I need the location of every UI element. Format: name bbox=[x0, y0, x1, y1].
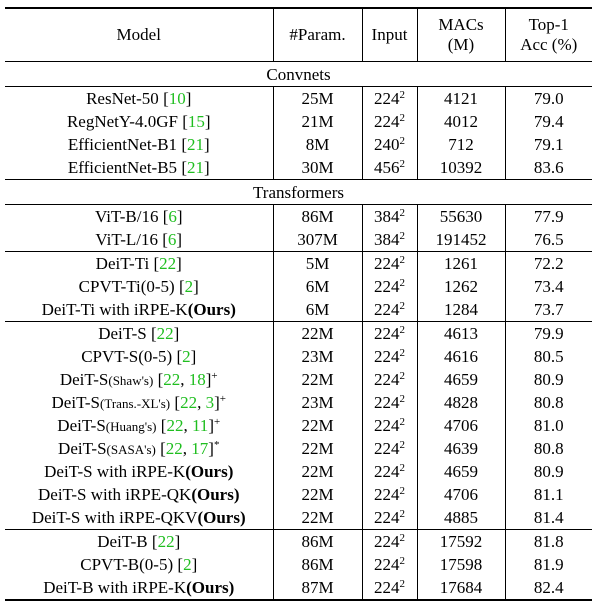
macs-cell: 1284 bbox=[417, 298, 505, 322]
ours-label: (Ours) bbox=[187, 300, 236, 319]
citation-link[interactable]: 22 bbox=[157, 532, 175, 551]
model-name: ResNet-50 bbox=[86, 89, 164, 108]
model-variant: (SASA's) bbox=[106, 442, 156, 457]
input-exponent: 2 bbox=[399, 277, 405, 289]
model-cell: ViT-B/16 [6] bbox=[5, 205, 273, 229]
table-row bbox=[5, 133, 592, 156]
input-cell bbox=[362, 298, 417, 322]
macs-cell: 55630 bbox=[417, 205, 505, 229]
model-name: RegNetY-4.0GF bbox=[66, 112, 183, 131]
citation-link[interactable]: 11 bbox=[191, 416, 209, 435]
footnote-mark: + bbox=[219, 393, 226, 405]
acc-cell: 81.4 bbox=[533, 508, 564, 527]
input-exponent: 2 bbox=[399, 393, 405, 405]
input-resolution: 224 bbox=[374, 578, 400, 597]
input-cell bbox=[362, 391, 417, 414]
input-exponent: 2 bbox=[399, 578, 405, 590]
citation-link[interactable]: 18 bbox=[188, 370, 206, 389]
params-cell: 86M bbox=[273, 530, 362, 554]
model-name: DeiT-S bbox=[98, 324, 151, 343]
table-row bbox=[5, 110, 592, 133]
table-row bbox=[5, 205, 592, 229]
citation-link[interactable]: 22 bbox=[166, 416, 184, 435]
model-cell: CPVT-B(0-5) [2] bbox=[5, 553, 273, 576]
model-cell: DeiT-S(SASA's) [22, 17]* bbox=[5, 437, 273, 460]
params-cell: 23M bbox=[273, 391, 362, 414]
acc-cell: 80.9 bbox=[533, 370, 564, 389]
params-cell: 307M bbox=[273, 228, 362, 252]
model-cell: DeiT-S(Shaw's) [22, 18]+ bbox=[5, 368, 273, 391]
table-row bbox=[5, 322, 592, 346]
input-exponent: 2 bbox=[399, 416, 405, 428]
acc-cell: 80.8 bbox=[533, 439, 564, 458]
input-resolution: 224 bbox=[374, 370, 400, 389]
ours-label: (Ours) bbox=[185, 462, 234, 481]
params-cell: 23M bbox=[273, 345, 362, 368]
macs-cell: 4706 bbox=[417, 414, 505, 437]
header-input bbox=[362, 8, 417, 62]
input-exponent: 2 bbox=[399, 347, 405, 359]
input-resolution: 224 bbox=[374, 393, 400, 412]
input-exponent: 2 bbox=[399, 230, 405, 242]
citation-link[interactable]: 2 bbox=[183, 555, 192, 574]
model-cell bbox=[5, 460, 273, 483]
acc-cell: 79.4 bbox=[533, 112, 564, 131]
input-resolution: 456 bbox=[374, 158, 400, 177]
macs-cell: 4613 bbox=[417, 322, 505, 346]
model-cell: DeiT-B [22] bbox=[5, 530, 273, 554]
input-cell bbox=[362, 133, 417, 156]
params-cell: 86M bbox=[273, 553, 362, 576]
acc-cell: 81.1 bbox=[533, 485, 564, 504]
footnote-mark: * bbox=[213, 439, 220, 451]
table-row bbox=[5, 576, 592, 600]
section-row-convnets bbox=[5, 62, 592, 87]
model-variant: (Huang's) bbox=[105, 419, 157, 434]
table-row bbox=[5, 437, 592, 460]
header-macs bbox=[417, 8, 505, 62]
model-name: DeiT-B bbox=[97, 532, 152, 551]
citation-link[interactable]: 10 bbox=[168, 89, 186, 108]
input-resolution: 224 bbox=[374, 555, 400, 574]
macs-cell: 4885 bbox=[417, 506, 505, 530]
header-model bbox=[5, 8, 273, 62]
header-acc-line1: Top-1 bbox=[528, 14, 569, 34]
model-cell bbox=[5, 576, 273, 600]
input-cell bbox=[362, 368, 417, 391]
input-cell bbox=[362, 252, 417, 276]
input-resolution: 224 bbox=[374, 300, 400, 319]
table-row bbox=[5, 87, 592, 111]
input-cell bbox=[362, 228, 417, 252]
acc-cell: 82.4 bbox=[505, 576, 592, 600]
input-resolution: 384 bbox=[374, 230, 400, 249]
params-cell: 22M bbox=[273, 414, 362, 437]
input-cell bbox=[362, 576, 417, 600]
input-exponent: 2 bbox=[399, 555, 405, 567]
acc-cell: 76.5 bbox=[533, 230, 564, 249]
acc-cell: 81.8 bbox=[505, 530, 592, 554]
input-cell bbox=[362, 460, 417, 483]
macs-cell: 191452 bbox=[417, 228, 505, 252]
table-row bbox=[5, 252, 592, 276]
model-name: DeiT-S with iRPE-K bbox=[44, 462, 186, 481]
input-resolution: 240 bbox=[374, 135, 400, 154]
header-params-label: #Param. bbox=[289, 24, 346, 44]
header-macs-line1: MACs bbox=[438, 14, 484, 34]
model-cell: EfficientNet-B1 [21] bbox=[5, 133, 273, 156]
model-name: DeiT-S with iRPE-QK bbox=[38, 485, 192, 504]
section-title-transformers: Transformers bbox=[5, 180, 592, 205]
macs-cell: 4121 bbox=[417, 87, 505, 111]
macs-cell: 17684 bbox=[417, 576, 505, 600]
section-row-transformers bbox=[5, 180, 592, 205]
header-model-label: Model bbox=[116, 24, 161, 44]
model-cell: DeiT-S(Huang's) [22, 11]+ bbox=[5, 414, 273, 437]
input-exponent: 2 bbox=[399, 370, 405, 382]
input-cell bbox=[362, 553, 417, 576]
input-resolution: 224 bbox=[374, 416, 400, 435]
model-cell bbox=[5, 483, 273, 506]
input-exponent: 2 bbox=[399, 207, 405, 219]
input-resolution: 224 bbox=[374, 439, 400, 458]
input-resolution: 384 bbox=[374, 207, 400, 226]
acc-cell: 83.6 bbox=[533, 158, 564, 177]
acc-cell: 73.7 bbox=[533, 300, 564, 319]
table-row bbox=[5, 345, 592, 368]
model-cell: RegNetY-4.0GF [15] bbox=[5, 110, 273, 133]
table-row bbox=[5, 275, 592, 298]
params-cell: 30M bbox=[273, 156, 362, 180]
acc-cell: 72.2 bbox=[505, 252, 592, 276]
input-exponent: 2 bbox=[399, 532, 405, 544]
input-cell bbox=[362, 506, 417, 530]
input-cell bbox=[362, 437, 417, 460]
macs-cell: 4706 bbox=[417, 483, 505, 506]
input-exponent: 2 bbox=[399, 112, 405, 124]
params-cell: 22M bbox=[273, 322, 362, 346]
citation-link[interactable]: 3 bbox=[205, 393, 215, 412]
params-cell: 86M bbox=[273, 205, 362, 229]
model-variant: (Shaw's) bbox=[108, 373, 154, 388]
table-row bbox=[5, 460, 592, 483]
macs-cell: 10392 bbox=[417, 156, 505, 180]
input-cell bbox=[362, 322, 417, 346]
citation-link[interactable]: 6 bbox=[168, 207, 177, 226]
input-exponent: 2 bbox=[399, 158, 405, 170]
table-header-row bbox=[5, 8, 592, 62]
model-cell: CPVT-Ti(0-5) [2] bbox=[5, 275, 273, 298]
input-exponent: 2 bbox=[399, 89, 405, 101]
model-cell: CPVT-S(0-5) [2] bbox=[5, 345, 273, 368]
params-cell: 5M bbox=[273, 252, 362, 276]
macs-cell: 4012 bbox=[417, 110, 505, 133]
input-resolution: 224 bbox=[374, 112, 400, 131]
input-cell bbox=[362, 110, 417, 133]
section-title-convnets: Convnets bbox=[5, 62, 592, 87]
citation-link[interactable]: 6 bbox=[167, 230, 177, 249]
citation-link[interactable]: 2 bbox=[182, 347, 191, 366]
table-row bbox=[5, 483, 592, 506]
model-name: ViT-B/16 bbox=[94, 207, 163, 226]
header-acc bbox=[505, 8, 592, 62]
params-cell: 22M bbox=[273, 483, 362, 506]
macs-cell: 4659 bbox=[417, 460, 505, 483]
params-cell: 25M bbox=[273, 87, 362, 111]
table-row bbox=[5, 506, 592, 530]
citation-link[interactable]: 22 bbox=[163, 370, 181, 389]
acc-cell: 81.9 bbox=[533, 555, 564, 574]
input-resolution: 224 bbox=[374, 324, 400, 343]
citation-link[interactable]: 21 bbox=[186, 135, 204, 154]
input-exponent: 2 bbox=[399, 462, 405, 474]
citation-link[interactable]: 22 bbox=[180, 393, 198, 412]
model-name: CPVT-S(0-5) bbox=[81, 347, 177, 366]
citation-link[interactable]: 2 bbox=[184, 277, 194, 296]
macs-cell: 1262 bbox=[417, 275, 505, 298]
citation-link[interactable]: 15 bbox=[187, 112, 205, 131]
footnote-mark: + bbox=[213, 416, 221, 428]
table-row bbox=[5, 414, 592, 437]
input-resolution: 224 bbox=[374, 532, 400, 551]
input-cell bbox=[362, 156, 417, 180]
params-cell: 22M bbox=[273, 437, 362, 460]
table-row bbox=[5, 530, 592, 554]
input-exponent: 2 bbox=[399, 324, 405, 336]
acc-cell: 81.0 bbox=[533, 416, 564, 435]
model-cell: DeiT-Ti [22] bbox=[5, 252, 273, 276]
params-cell: 6M bbox=[273, 298, 362, 322]
input-resolution: 224 bbox=[374, 485, 400, 504]
model-name: DeiT-S with iRPE-QKV bbox=[31, 508, 198, 527]
macs-cell: 712 bbox=[417, 133, 505, 156]
ours-label: (Ours) bbox=[186, 578, 235, 597]
input-resolution: 224 bbox=[374, 347, 400, 366]
citation-link[interactable]: 22 bbox=[159, 254, 177, 273]
input-resolution: 224 bbox=[374, 254, 400, 273]
params-cell: 21M bbox=[273, 110, 362, 133]
table-row bbox=[5, 391, 592, 414]
input-exponent: 2 bbox=[399, 300, 405, 312]
input-cell bbox=[362, 87, 417, 111]
model-name: CPVT-Ti(0-5) bbox=[78, 277, 179, 296]
model-name: DeiT-S bbox=[58, 439, 107, 458]
acc-cell: 80.5 bbox=[533, 347, 564, 366]
results-table bbox=[5, 7, 592, 601]
acc-cell: 79.0 bbox=[505, 87, 592, 111]
input-cell bbox=[362, 275, 417, 298]
model-variant: (Trans.-XL's) bbox=[100, 396, 171, 411]
input-cell bbox=[362, 483, 417, 506]
macs-cell: 1261 bbox=[417, 252, 505, 276]
input-resolution: 224 bbox=[374, 462, 400, 481]
model-name: ViT-L/16 bbox=[95, 230, 163, 249]
macs-cell: 4639 bbox=[417, 437, 505, 460]
model-name: DeiT-S bbox=[57, 416, 106, 435]
input-exponent: 2 bbox=[399, 485, 405, 497]
params-cell: 87M bbox=[273, 576, 362, 600]
params-cell: 22M bbox=[273, 368, 362, 391]
macs-cell: 4659 bbox=[417, 368, 505, 391]
model-cell: DeiT-S(Trans.-XL's) [22, 3]+ bbox=[5, 391, 273, 414]
macs-cell: 17592 bbox=[417, 530, 505, 554]
macs-cell: 17598 bbox=[417, 553, 505, 576]
macs-cell: 4828 bbox=[417, 391, 505, 414]
citation-link[interactable]: 17 bbox=[191, 439, 209, 458]
model-cell: ViT-L/16 [6] bbox=[5, 228, 273, 252]
table-row bbox=[5, 228, 592, 252]
model-cell: DeiT-S [22] bbox=[5, 322, 273, 346]
model-cell bbox=[5, 298, 273, 322]
input-cell bbox=[362, 205, 417, 229]
model-name: DeiT-Ti bbox=[95, 254, 154, 273]
citation-link[interactable]: 21 bbox=[186, 158, 204, 177]
input-resolution: 224 bbox=[374, 277, 400, 296]
params-cell: 22M bbox=[273, 460, 362, 483]
model-name: DeiT-B with iRPE-K bbox=[43, 578, 187, 597]
input-cell bbox=[362, 345, 417, 368]
model-cell bbox=[5, 506, 273, 530]
ours-label: (Ours) bbox=[197, 508, 246, 527]
footnote-mark: + bbox=[211, 370, 218, 382]
model-name: DeiT-Ti with iRPE-K bbox=[41, 300, 188, 319]
acc-cell: 80.8 bbox=[533, 393, 564, 412]
model-name: DeiT-S bbox=[51, 393, 101, 412]
input-exponent: 2 bbox=[399, 508, 405, 520]
header-params bbox=[273, 8, 362, 62]
acc-cell: 79.1 bbox=[533, 135, 564, 154]
model-cell: EfficientNet-B5 [21] bbox=[5, 156, 273, 180]
acc-cell: 77.9 bbox=[505, 205, 592, 229]
acc-cell: 79.9 bbox=[505, 322, 592, 346]
header-acc-line2: Acc (%) bbox=[520, 35, 578, 54]
model-name: EfficientNet-B1 bbox=[67, 135, 182, 154]
table-row bbox=[5, 368, 592, 391]
ours-label: (Ours) bbox=[191, 485, 240, 504]
header-input-label: Input bbox=[371, 24, 408, 44]
table-row bbox=[5, 553, 592, 576]
params-cell: 8M bbox=[273, 133, 362, 156]
macs-cell: 4616 bbox=[417, 345, 505, 368]
citation-link[interactable]: 22 bbox=[165, 439, 183, 458]
input-exponent: 2 bbox=[399, 439, 405, 451]
table-row bbox=[5, 156, 592, 180]
table-row bbox=[5, 298, 592, 322]
citation-link[interactable]: 22 bbox=[156, 324, 174, 343]
model-cell: ResNet-50 [10] bbox=[5, 87, 273, 111]
model-name: EfficientNet-B5 bbox=[67, 158, 182, 177]
model-name: CPVT-B(0-5) bbox=[80, 555, 178, 574]
acc-cell: 80.9 bbox=[533, 462, 564, 481]
input-cell bbox=[362, 530, 417, 554]
params-cell: 6M bbox=[273, 275, 362, 298]
input-exponent: 2 bbox=[399, 135, 405, 147]
input-resolution: 224 bbox=[374, 89, 400, 108]
model-name: DeiT-S bbox=[59, 370, 109, 389]
acc-cell: 73.4 bbox=[533, 277, 564, 296]
header-macs-line2: (M) bbox=[447, 35, 475, 54]
input-exponent: 2 bbox=[399, 254, 405, 266]
input-resolution: 224 bbox=[374, 508, 400, 527]
input-cell bbox=[362, 414, 417, 437]
params-cell: 22M bbox=[273, 506, 362, 530]
